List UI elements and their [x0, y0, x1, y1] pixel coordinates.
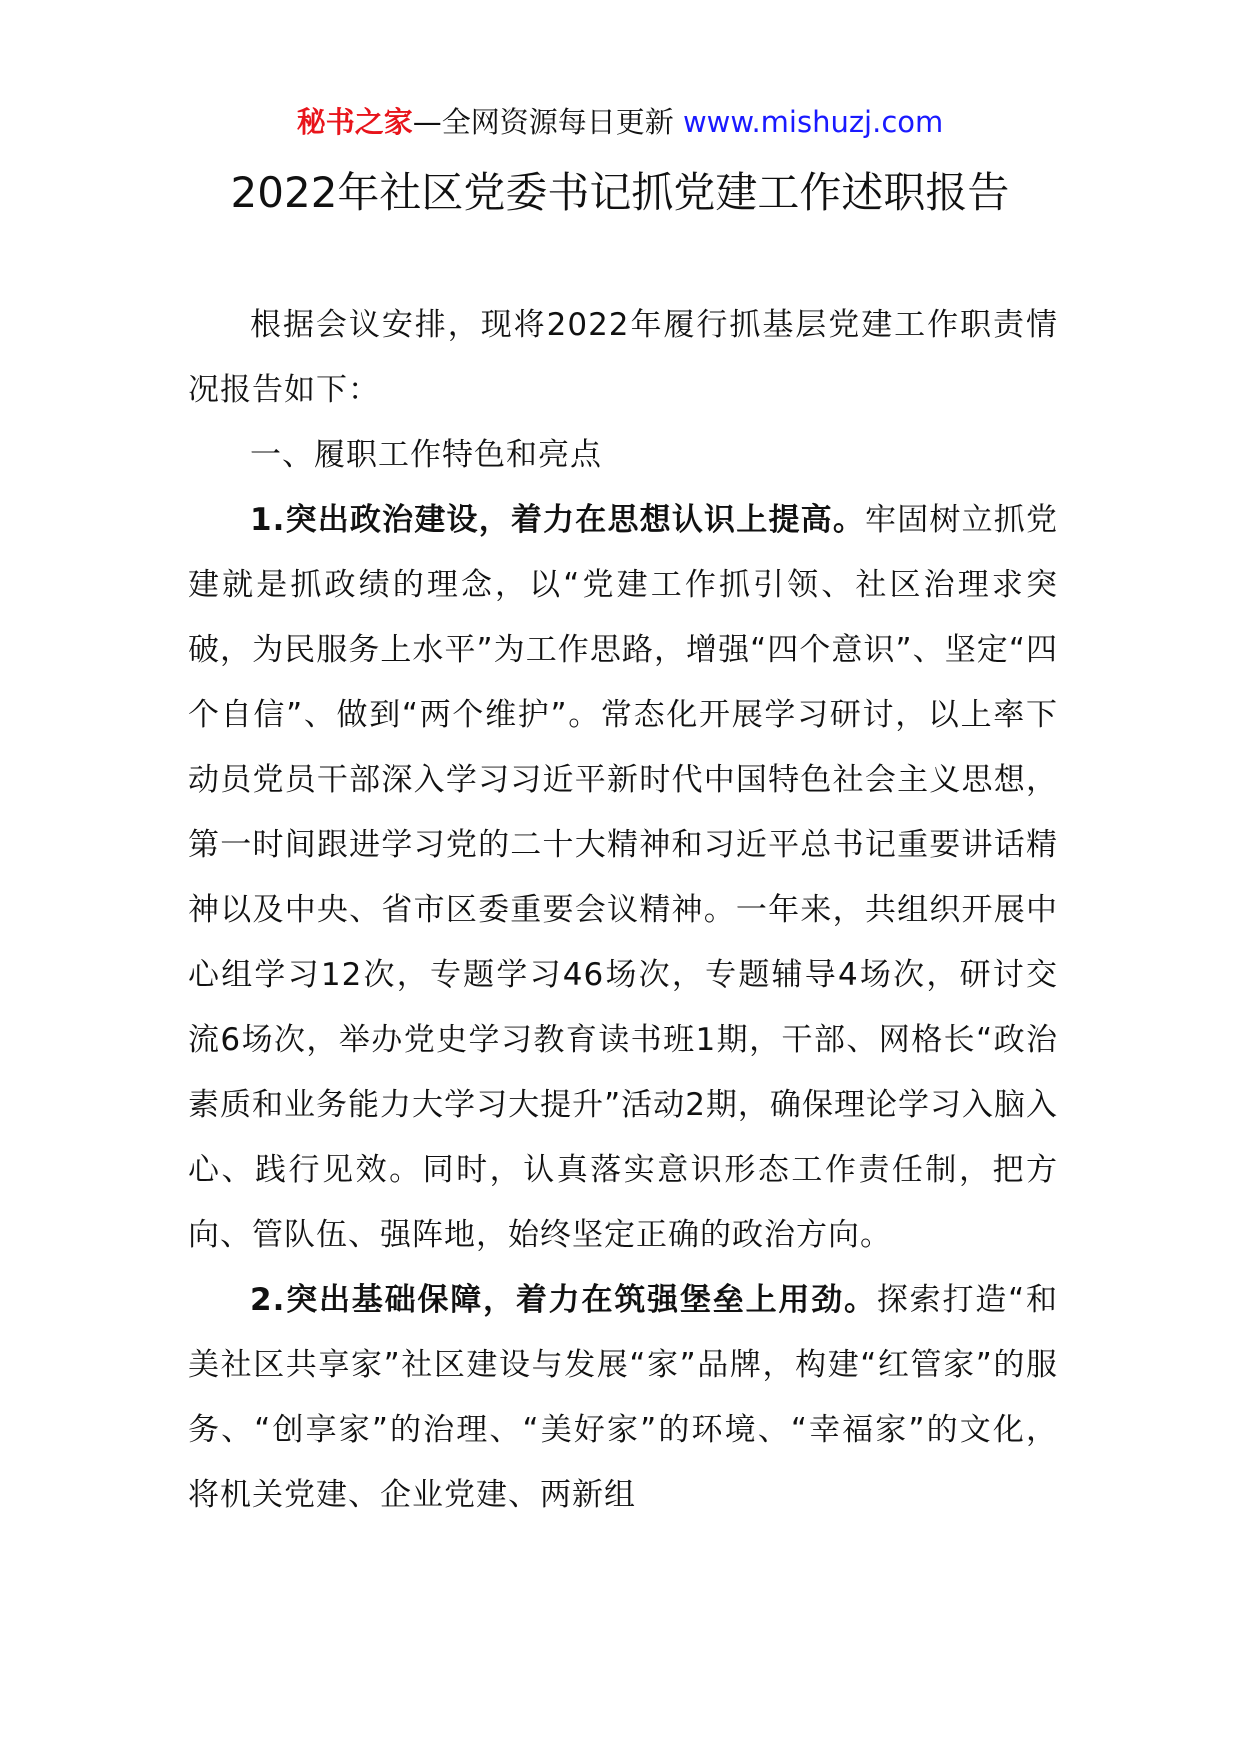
paragraph-2-lead: 2.突出基础保障，着力在筑强堡垒上用劲。 — [250, 1282, 877, 1318]
site-banner — [0, 102, 1240, 142]
paragraph-1 — [188, 488, 1058, 1268]
banner-slogan: —全网资源每日更新 — [412, 105, 683, 139]
document-body — [188, 293, 1058, 1528]
document-title: 2022年社区党委书记抓党建工作述职报告 — [230, 168, 1010, 217]
paragraph-1-text: 牢固树立抓党建就是抓政绩的理念，以“党建工作抓引领、社区治理求突破，为民服务上水平”为工作思路，增强“四个意识”、坚定“四个自信”、做到“两个维护”。常态化开展学习研讨，以上率下动员党员干部深入学习习近平新时代中国特色社会主义思想，第一时间跟进学习党的二十大精神和习近平总书记重要讲话精神以及中央、省市区委重要会议精神。一年来，共组织开展中心组学习12次，专题学习46场次，专题辅导4场次，研讨交流6场次，举办党史学习教育读书班1期，干部、网格长“政治素质和业务能力大学习大提升”活动2期，确保理论学习入脑入心、践行见效。同时，认真落实意识形态工作责任制，把方向、管队伍、强阵地，始终坚定正确的政治方向。 — [188, 502, 1058, 1253]
intro-paragraph: 根据会议安排，现将2022年履行抓基层党建工作职责情况报告如下： — [188, 307, 1058, 408]
paragraph-2 — [188, 1268, 1058, 1528]
website-link[interactable]: www.mishuzj.com — [682, 105, 944, 139]
brand-name: 秘书之家 — [296, 105, 413, 139]
section-heading: 一、履职工作特色和亮点 — [250, 437, 602, 473]
paragraph-2-text: 探索打造“和美社区共享家”社区建设与发展“家”品牌，构建“红管家”的服务、“创享家”的治理、“美好家”的环境、“幸福家”的文化，将机关党建、企业党建、两新组 — [188, 1282, 1058, 1513]
paragraph-1-lead: 1.突出政治建设，着力在思想认识上提高。 — [250, 502, 866, 538]
